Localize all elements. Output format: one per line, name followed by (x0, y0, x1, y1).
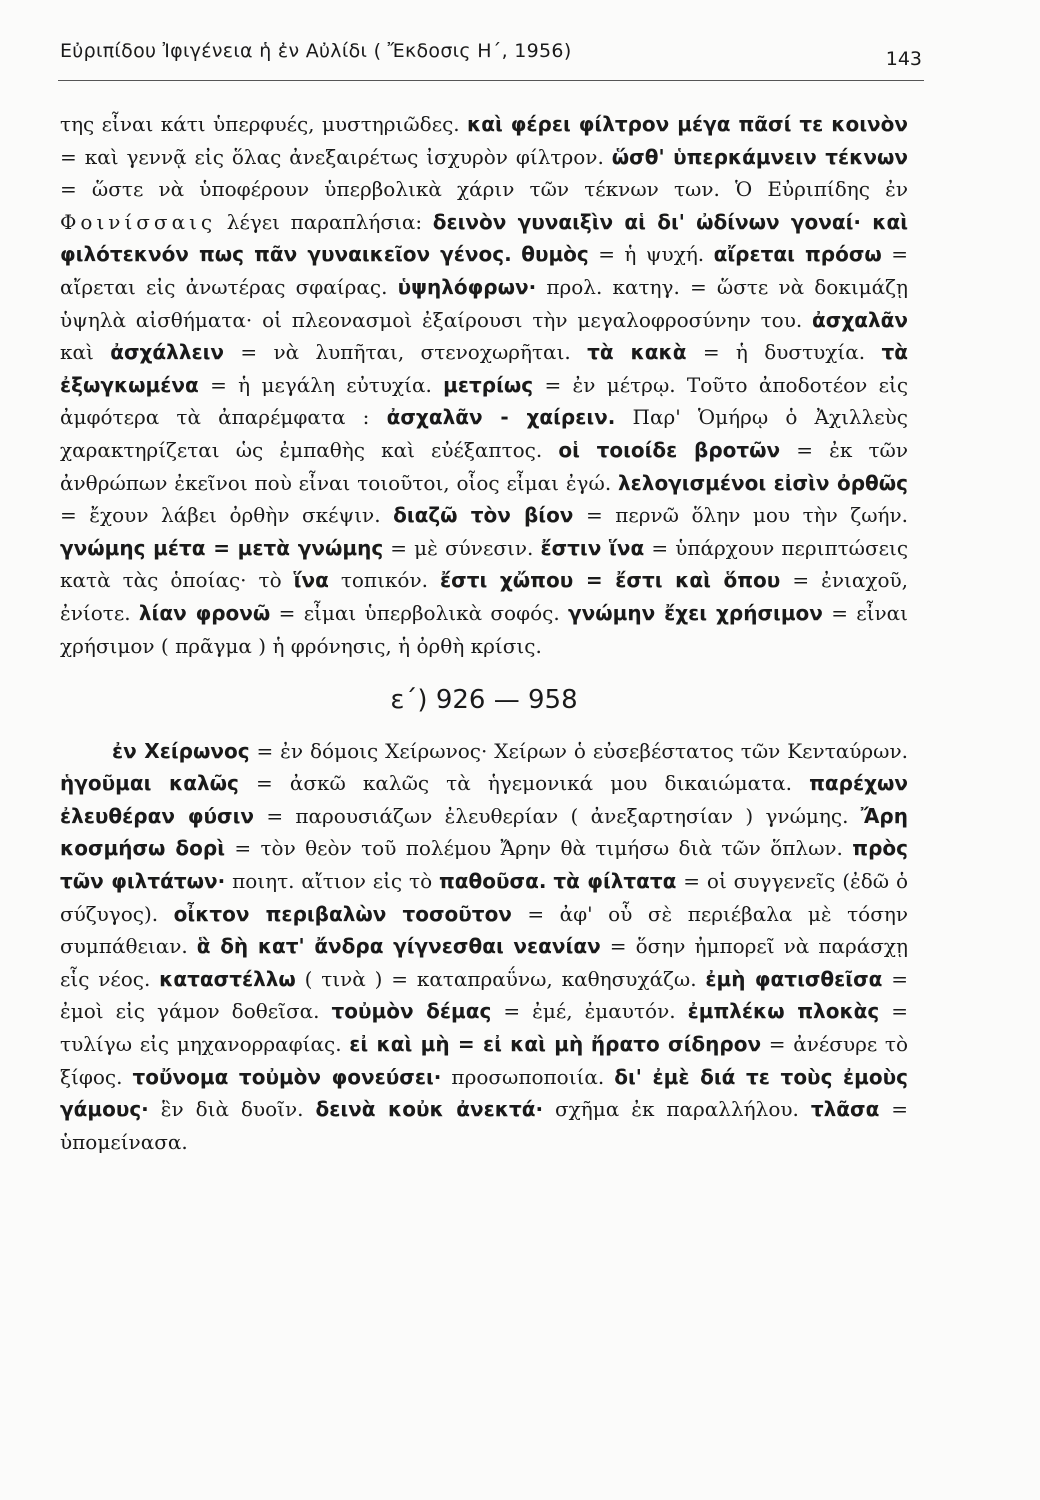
header-rule (58, 80, 924, 81)
commentary-paragraph-1: της εἶναι κάτι ὑπερφυές, μυστηριῶδες. καὶ φέρει φίλτρον μέγα πᾶσί τε κοινὸν = καὶ γεννᾷ εἰς ὅλας ἀνεξαιρέτως ἰσχυρὸν φίλτρον. ὥσθ' ὑπερκάμνειν τέκνων = ὥστε νὰ ὑποφέρουν ὑπερβολικὰ χάριν τῶν τέκνων των. Ὁ Εὐριπίδης ἐν Φοινίσσαις λέγει παραπλήσια: δεινὸν γυναιξὶν αἱ δι' ὠδίνων γοναί· καὶ φιλότεκνόν πως πᾶν γυναικεῖον γένος. θυμὸς = ἡ ψυχή. αἴρεται πρόσω = αἴρεται εἰς ἀνωτέρας σφαίρας. ὑψηλόφρων· προλ. κατηγ. = ὥστε νὰ δοκιμάζῃ ὑψηλὰ αἰσθήματα· οἱ πλεονασμοὶ ἐξαίρουσι τὴν μεγαλοφροσύνην του. ἀσχαλᾶν καὶ ἀσχάλλειν = νὰ λυπῆται, στενοχωρῆται. τὰ κακὰ = ἡ δυστυχία. τὰ ἐξωγκωμένα = ἡ μεγάλη εὐτυχία. μετρίως = ἐν μέτρῳ. Τοῦτο ἀποδοτέον εἰς ἀμφότερα τὰ ἀπαρέμφατα : ἀσχαλᾶν - χαίρειν. Παρ' Ὁμήρῳ ὁ Ἀχιλλεὺς χαρακτηρίζεται ὡς ἐμπαθὴς καὶ εὐέξαπτος. οἱ τοιοίδε βροτῶν = ἐκ τῶν ἀνθρώπων ἐκεῖνοι ποὺ εἶναι τοιοῦτοι, οἷος εἶμαι ἐγώ. λελογισμένοι εἰσὶν ὀρθῶς = ἔχουν λάβει ὀρθὴν σκέψιν. διαζῶ τὸν βίον = περνῶ ὅλην μου τὴν ζωήν. γνώμης μέτα = μετὰ γνώμης = μὲ σύνεσιν. ἔστιν ἵνα = ὑπάρχουν περιπτώσεις κατὰ τὰς ὁποίας· τὸ ἵνα τοπικόν. ἔστι χὤπου = ἔστι καὶ ὅπου = ἐνιαχοῦ, ἐνίοτε. λίαν φρονῶ = εἶμαι ὑπερβολικὰ σοφός. γνώμην ἔχει χρήσιμον = εἶναι χρήσιμον ( πρᾶγμα ) ἡ φρόνησις, ἡ ὀρθὴ κρίσις. (60, 112, 909, 658)
running-title: Εὐριπίδου Ἰφιγένεια ἡ ἐν Αὐλίδι ( Ἔκδοσις Η΄, 1956) (60, 40, 572, 62)
page-header (60, 34, 922, 74)
commentary-text (60, 108, 908, 1158)
section-heading: ε΄) 926 — 958 (390, 685, 578, 716)
page-number: 143 (885, 48, 922, 70)
commentary-paragraph-2: ἐν Χείρωνος = ἐν δόμοις Χείρωνος· Χείρων ὁ εὐσεβέστατος τῶν Κενταύρων. ἡγοῦμαι καλῶς = ἀσκῶ καλῶς τὰ ἡγεμονικά μου δικαιώματα. παρέχων ἐλευθέραν φύσιν = παρουσιάζων ἐλευθερίαν ( ἀνεξαρτησίαν ) γνώμης. Ἄρη κοσμήσω δορὶ = τὸν θεὸν τοῦ πολέμου Ἄρην θὰ τιμήσω διὰ τῶν ὅπλων. πρὸς τῶν φιλτάτων· ποιητ. αἴτιον εἰς τὸ παθοῦσα. τὰ φίλτατα = οἱ συγγενεῖς (ἐδῶ ὁ σύζυγος). οἶκτον περιβαλὼν τοσοῦτον = ἀφ' οὗ σὲ περιέβαλα μὲ τόσην συμπάθειαν. ἃ δὴ κατ' ἄνδρα γίγνεσθαι νεανίαν = ὅσην ἠμπορεῖ νὰ παράσχῃ εἷς νέος. καταστέλλω ( τινὰ ) = καταπραΰνω, καθησυχάζω. ἐμὴ φατισθεῖσα = ἐμοὶ εἰς γάμον δοθεῖσα. τοὐμὸν δέμας = ἐμέ, ἐμαυτόν. ἐμπλέκω πλοκὰς = τυλίγω εἰς μηχανορραφίας. εἰ καὶ μὴ = εἰ καὶ μὴ ἤρατο σίδηρον = ἀνέσυρε τὸ ξίφος. τοὔνομα τοὐμὸν φονεύσει· προσωποποιία. δι' ἐμὲ διά τε τοὺς ἐμοὺς γάμους· ἓν διὰ δυοῖν. δεινὰ κοὐκ ἀνεκτά· σχῆμα ἐκ παραλλήλου. τλᾶσα = ὑπομείνασα. (60, 738, 909, 1154)
